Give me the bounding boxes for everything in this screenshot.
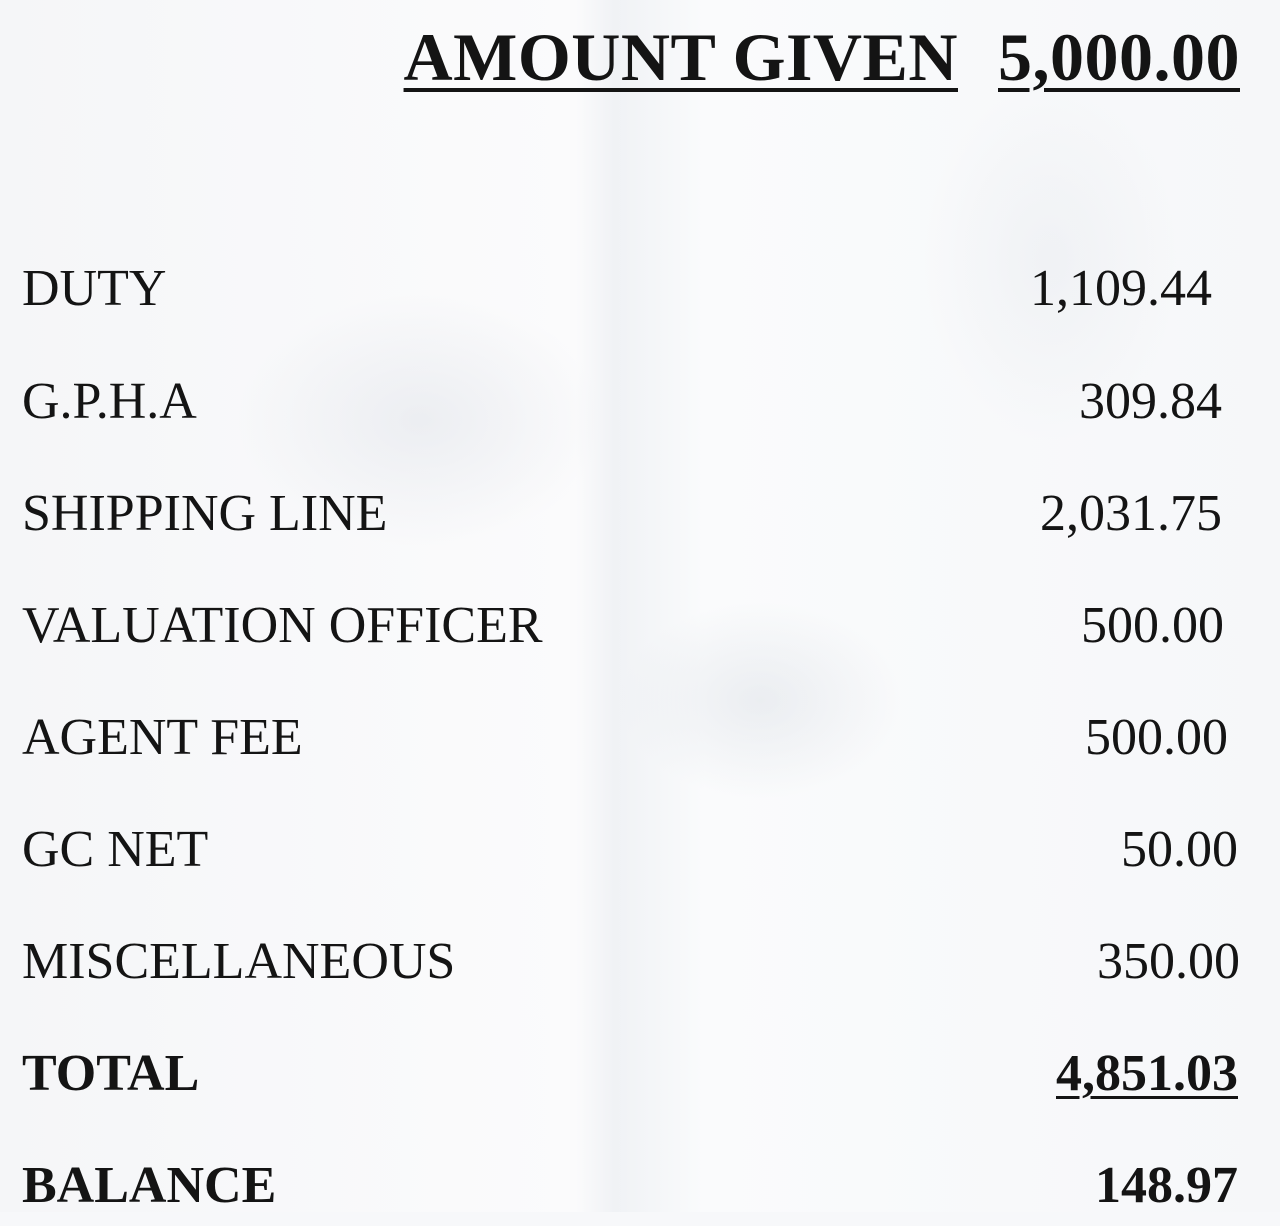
balance-amount: 148.97 — [1095, 1157, 1238, 1214]
list-item-gpha — [22, 362, 1258, 442]
item-label: AGENT FEE — [22, 709, 303, 766]
item-amount: 1,109.44 — [1030, 260, 1212, 317]
item-amount: 350.00 — [1097, 933, 1240, 990]
list-item-duty — [22, 249, 1258, 329]
balance-row — [22, 1146, 1258, 1226]
item-label: DUTY — [22, 260, 167, 317]
item-label: MISCELLANEOUS — [22, 933, 456, 990]
list-item-valuation-officer — [22, 586, 1258, 666]
item-label: VALUATION OFFICER — [22, 597, 543, 654]
balance-label: BALANCE — [22, 1157, 277, 1214]
list-item-agent-fee — [22, 698, 1258, 778]
item-amount: 500.00 — [1081, 597, 1224, 654]
item-amount: 50.00 — [1121, 821, 1238, 878]
item-amount: 309.84 — [1079, 373, 1222, 430]
item-amount: 500.00 — [1085, 709, 1228, 766]
item-label: G.P.H.A — [22, 373, 197, 430]
total-row — [22, 1034, 1258, 1114]
amount-given-value: 5,000.00 — [998, 19, 1240, 95]
item-label: SHIPPING LINE — [22, 485, 388, 542]
total-label: TOTAL — [22, 1045, 200, 1102]
amount-given-heading — [404, 18, 1240, 97]
amount-given-label: AMOUNT GIVEN — [403, 19, 958, 95]
list-item-shipping-line — [22, 474, 1258, 554]
item-label: GC NET — [22, 821, 209, 878]
total-amount: 4,851.03 — [1056, 1045, 1238, 1102]
item-amount: 2,031.75 — [1040, 485, 1222, 542]
list-item-miscellaneous — [22, 922, 1258, 1002]
list-item-gc-net — [22, 810, 1258, 890]
